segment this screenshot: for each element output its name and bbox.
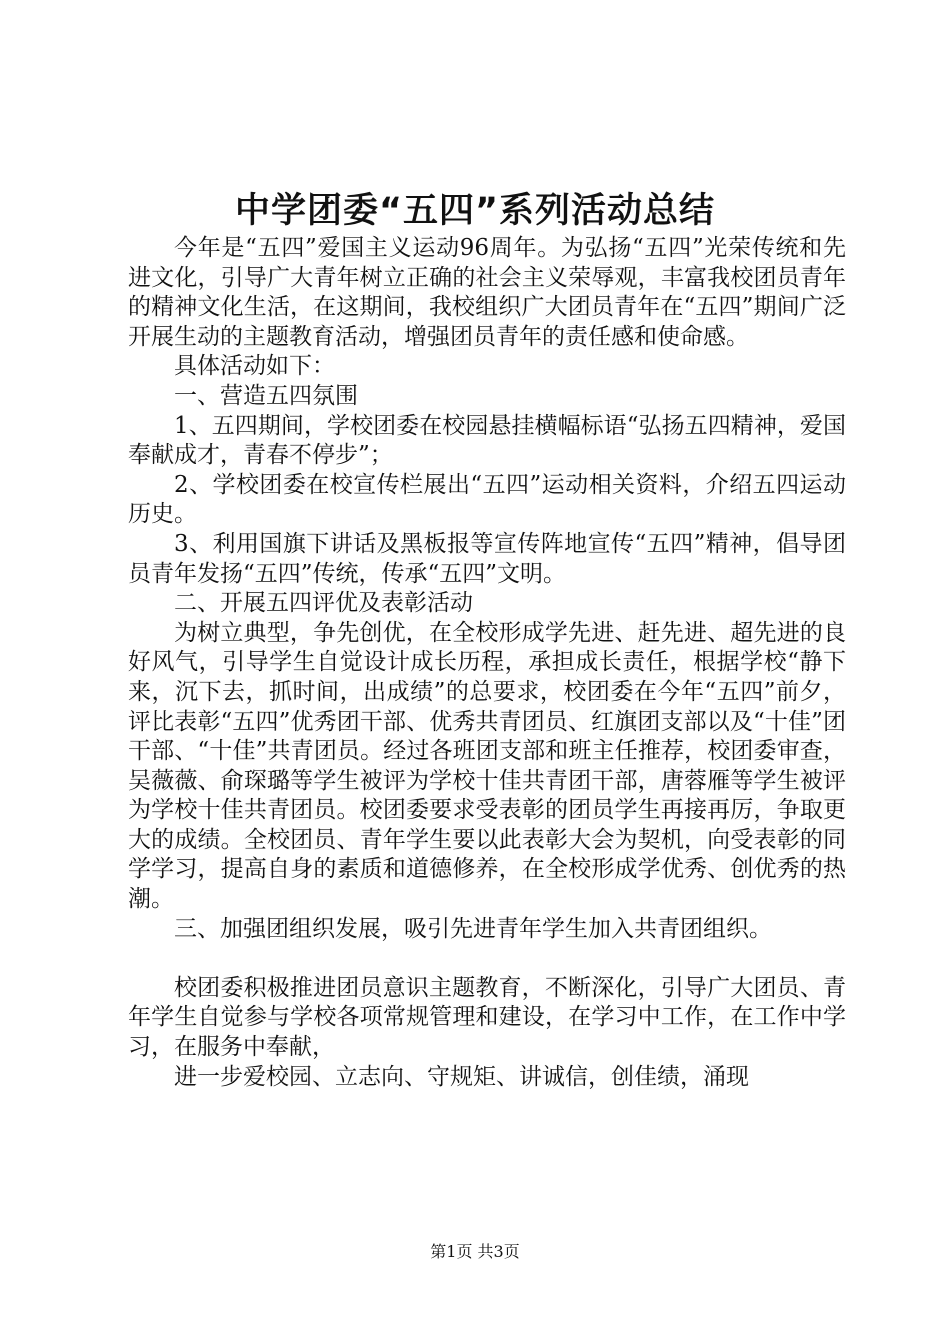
section-heading-1: 一、营造五四氛围 — [174, 382, 358, 409]
document-body — [128, 234, 846, 1092]
paragraph-continuation: 进一步爱校园、立志向、守规矩、讲诚信，创佳绩，涌现 — [174, 1063, 749, 1090]
list-item-3: 3、利用国旗下讲话及黑板报等宣传阵地宣传“五四”精神，倡导团员青年发扬“五四”传统，传承“五四”文明。 — [128, 530, 846, 587]
paragraph-activities-lead: 具体活动如下： — [174, 353, 335, 380]
paragraph-awards: 为树立典型，争先创优，在全校形成学先进、赶先进、超先进的良好风气，引导学生自觉设计成长历程，承担成长责任，根据学校“静下来，沉下去，抓时间，出成绩”的总要求，校团委在今年“五四”前夕，评比表彰“五四”优秀团干部、优秀共青团员、红旗团支部以及“十佳”团干部、“十佳”共青团员。经过各班团支部和班主任推荐，校团委审查，吴薇薇、俞琛璐等学生被评为学校十佳共青团干部，唐蓉雁等学生被评为学校十佳共青团员。校团委要求受表彰的团员学生再接再厉，争取更大的成绩。全校团员、青年学生要以此表彰大会为契机，向受表彰的同学学习，提高自身的素质和道德修养，在全校形成学优秀、创优秀的热潮。 — [128, 619, 846, 913]
document-title: 中学团委“五四”系列活动总结 — [234, 191, 715, 231]
list-item-1: 1、五四期间，学校团委在校园悬挂横幅标语“弘扬五四精神，爱国奉献成才，青春不停步”； — [128, 412, 846, 469]
blank-line — [128, 944, 846, 974]
page-footer: 第1页 共3页 — [430, 1242, 520, 1261]
paragraph-education: 校团委积极推进团员意识主题教育，不断深化，引导广大团员、青年学生自觉参与学校各项常规管理和建设，在学习中工作，在工作中学习，在服务中奉献， — [128, 974, 846, 1061]
list-item-2: 2、学校团委在校宣传栏展出“五四”运动相关资料，介绍五四运动历史。 — [128, 471, 846, 528]
section-heading-3: 三、加强团组织发展，吸引先进青年学生加入共青团组织。 — [174, 915, 772, 942]
section-heading-2: 二、开展五四评优及表彰活动 — [174, 590, 473, 617]
paragraph-intro: 今年是“五四”爱国主义运动96周年。为弘扬“五四”光荣传统和先进文化，引导广大青年树立正确的社会主义荣辱观，丰富我校团员青年的精神文化生活，在这期间，我校组织广大团员青年在“五四”期间广泛开展生动的主题教育活动，增强团员青年的责任感和使命感。 — [128, 235, 846, 350]
